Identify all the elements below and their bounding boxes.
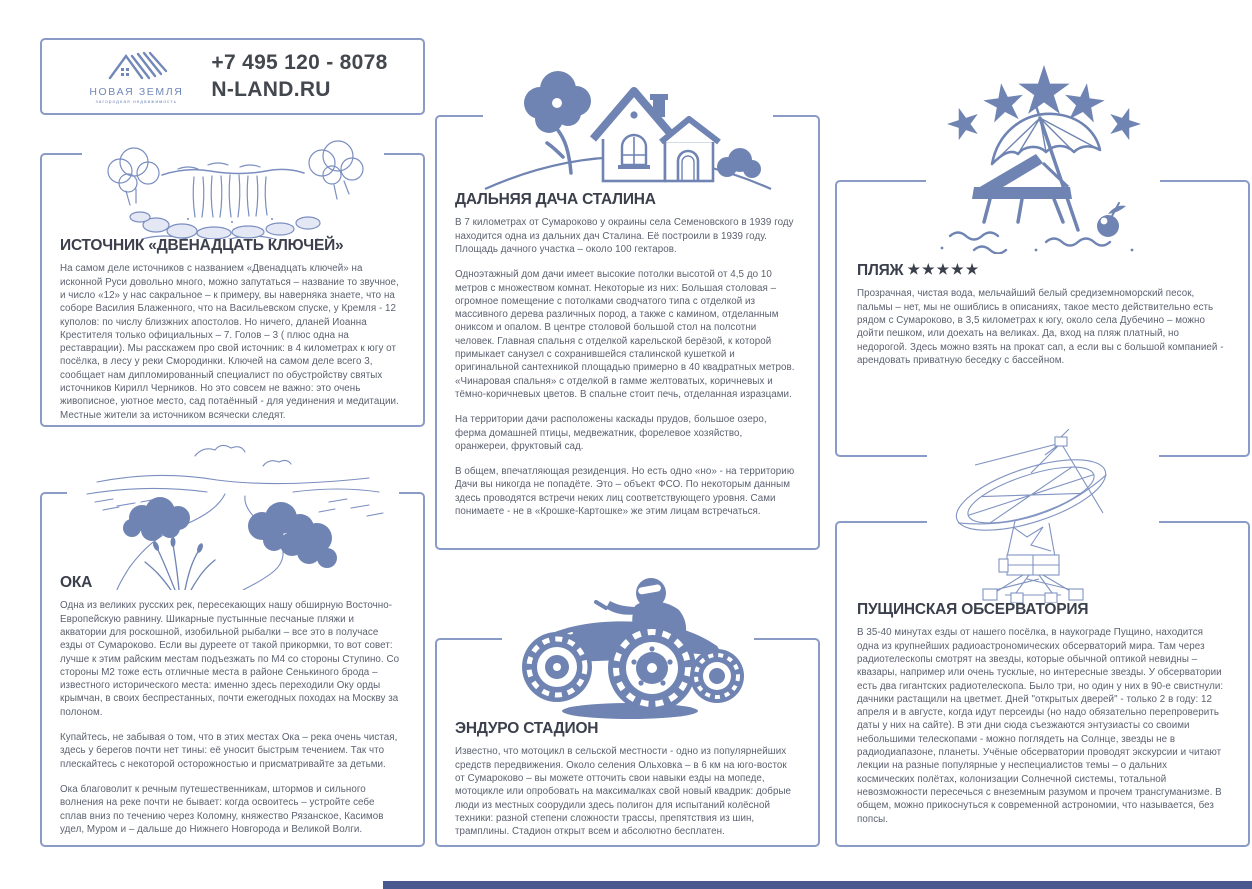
card-paragraph: Одна из великих русских рек, пересекающих нашу обширную Восточно-Европейскую равнину. Шикарные пустынные песчаные пляжи и акватории для роскошной, изобильной рыбалки – все это в получасе езды от Сумароково. Если вы дуреете от такой прикормки, то вот совет: лучше к этим райским местам подъезжать по М4 со стороны Ступино. Со стороны М2 тоже есть отличные места в районе Сенькиного брода – известного исторического места: именно здесь переходили Оку орды крымчан, в своих беспрестанных, почти ежегодных походах на Москву за полоном. — [60, 600, 400, 718]
card-paragraph: На самом деле источников с названием «Двенадцать ключей» на исконной Руси довольно много, можно запутаться – название то звучное, и число «12» у нас сакральное – к примеру, вы наверняка знаете, что на соборе Василия Блаженного, что на Васильевском спуске, у Кремля - 12 куполов: по числу близжних апостолов. Но ничего, дланей Иоанна Крестителя только официальных – 7. Голов – 3 ( плюс одна на реставрации). Мы расскажем про свой источник: в 4 километрах к югу от посёлка, в лесу у реки Смородинки. Ключей на самом деле всего 3, сообщает нам дипломированный специалист по обустройству святых источников Кирилл Черников. Но это совсем не важно: это очень живописное, уютное место, сад потаённый - для уединения и медитации. Местные жители за источником всячески следят. — [60, 263, 399, 421]
card-title: ДАЛЬНЯЯ ДАЧА СТАЛИНА — [455, 191, 656, 208]
card-beach — [835, 180, 1250, 457]
card-oka — [40, 492, 425, 847]
card-paragraph: В 35-40 минутах езды от нашего посёлка, в наукограде Пущино, находится одна из крупнейших радиоастрономических обсерваторий мира. Там через радиотелескопы смотрят на звезды, которые обычной оптикой невидны – квазары, например или очень тусклые, но интересные звезды. У обсерватории есть два гигантских радиотелескопа. Было три, но один у них в 90-е свистнули: дачники растащили на цветмет. Дней "открытых дверей" - только 2 в году: 12 апреля и в августе, когда идут персеиды (но надо обязательно перепроверить даты у них на сайте). В эти дни сюда съезжаются энтузиасты со своими небольшими телескопами - можно поглядеть на Солнце, звезды не в радиодиапазоне, планеты. Учёные обсерватории проводят экскурсии и читают лекции на разные популярные у неспециалистов темы – о дальних космических полётах, колонизации Солнечной системы, тотальной невозможности пересечься с внеземным разумом и прочем трансгуманизме. В общем, можно прикоснуться к современной астрономии, что называется, без попсы. — [857, 627, 1224, 825]
card-paragraph: Одноэтажный дом дачи имеет высокие потолки высотой от 4,5 до 10 метров с множеством комнат. Некоторые из них: Большая столовая – огромное помещение с потолками сводчатого типа с отделкой из массивного дерева различных пород, а также с камином, отделанным ониксом и опалом. В центре столовой большой стол на полсотни человек. Главная спальня с отделкой карельской берёзой, к которой примыкает санузел с сохранившейся сталинской кушеткой и оригинальной сантехникой площадью примерно в 40 квадратных метров. «Чинаровая спальня» с отделкой в гамме желтоватых, коричневых и тёмно-коричневых цветов. В спальне стоит печь, отделанная изразцами. — [455, 269, 795, 400]
card-observatory — [835, 521, 1250, 847]
logo — [77, 50, 195, 104]
card-paragraph: Ока благоволит к речным путешественникам, штормов и сильного волнения на реке почти не бывает: когда освоитесь – устройте себе сплав вниз по течению через Коломну, княжество Рязанское, Касимов удел, Муром и – дальше до Нижнего Новгорода и Великой Волги. — [60, 783, 384, 835]
card-istochnik — [40, 153, 425, 427]
five-star-rating: ★★★★★ — [907, 261, 981, 277]
header-contact-box — [40, 38, 425, 115]
site-url: N-LAND.RU — [211, 77, 331, 101]
card-paragraph: В общем, впечатляющая резиденция. Но есть одно «но» - на территорию Дачи вы никогда не попадёте. Это – объект ФСО. По некоторым данным здесь проводятся встречи неких лиц соответствующего уровня. Сами понимаете - не в «Крошке-Картошке» же этим лицам встречаться. — [455, 466, 795, 517]
card-paragraph: Купайтесь, не забывая о том, что в этих местах Ока – река очень чистая, здесь у берегов почти нет тины: её уносит быстрым течением. Так что плескайтесь с некоторой осторожностью и присматривайте за детьми. — [60, 732, 398, 770]
card-title: ПУЩИНСКАЯ ОБСЕРВАТОРИЯ — [857, 601, 1089, 618]
card-paragraph: В 7 километрах от Сумароково у окраины села Семеновского в 1939 году находится одна из дальних дач Сталина. Её построили в 1939 году. Площадь дачного участка – около 100 гектаров. — [455, 217, 794, 255]
logo-name: НОВАЯ ЗЕМЛЯ — [89, 85, 184, 98]
card-title: ОКА — [60, 574, 93, 591]
logo-subtitle: загородная недвижимость — [95, 98, 178, 104]
card-paragraph: На территории дачи расположены каскады прудов, большое озеро, ферма домашней птицы, медвежатник, форелевое хозяйство, оранжереи, фруктовый сад. — [455, 414, 767, 452]
card-title: ЭНДУРО СТАДИОН — [455, 720, 599, 737]
card-paragraph: Прозрачная, чистая вода, мельчайший белый средиземноморский песок, пальмы – нет, мы не ошиблись в описаниях, такое место действительно есть рядом с Сумароково, в 3,5 километрах к югу, около села Дубечино – можно дойти пешком, или доехать на великах. Да, вход на пляж платный, но недорогой. Здесь можно взять на прокат сап, а если вы с большой компанией - арендовать приватную беседку с бассейном. — [857, 288, 1224, 366]
bottom-accent-bar — [383, 881, 1252, 889]
contact-block — [211, 50, 387, 103]
card-title: ИСТОЧНИК «ДВЕНАДЦАТЬ КЛЮЧЕЙ» — [60, 237, 344, 254]
logo-house-icon — [104, 50, 168, 80]
phone-number: +7 495 120 - 8078 — [211, 51, 388, 75]
card-enduro — [435, 638, 820, 847]
card-title: ПЛЯЖ ★★★★★ — [857, 261, 981, 279]
card-paragraph: Известно, что мотоцикл в сельской местности - одно из популярнейших средств передвижения. Около селения Ольховка – в 6 км на юго-восток от Сумароково – вы можете отточить свои навыки езды на мопеде, мотоцикле или опробовать на максималках свой новый квадрик: добрые люди из местных соорудили здесь полигон для испытаний колёсной техники: разной степени сложности трассы, препятствия из шин, трамплины. Стадион открыт всем и абсолютно бесплатен. — [455, 746, 792, 838]
card-dacha — [435, 115, 820, 550]
